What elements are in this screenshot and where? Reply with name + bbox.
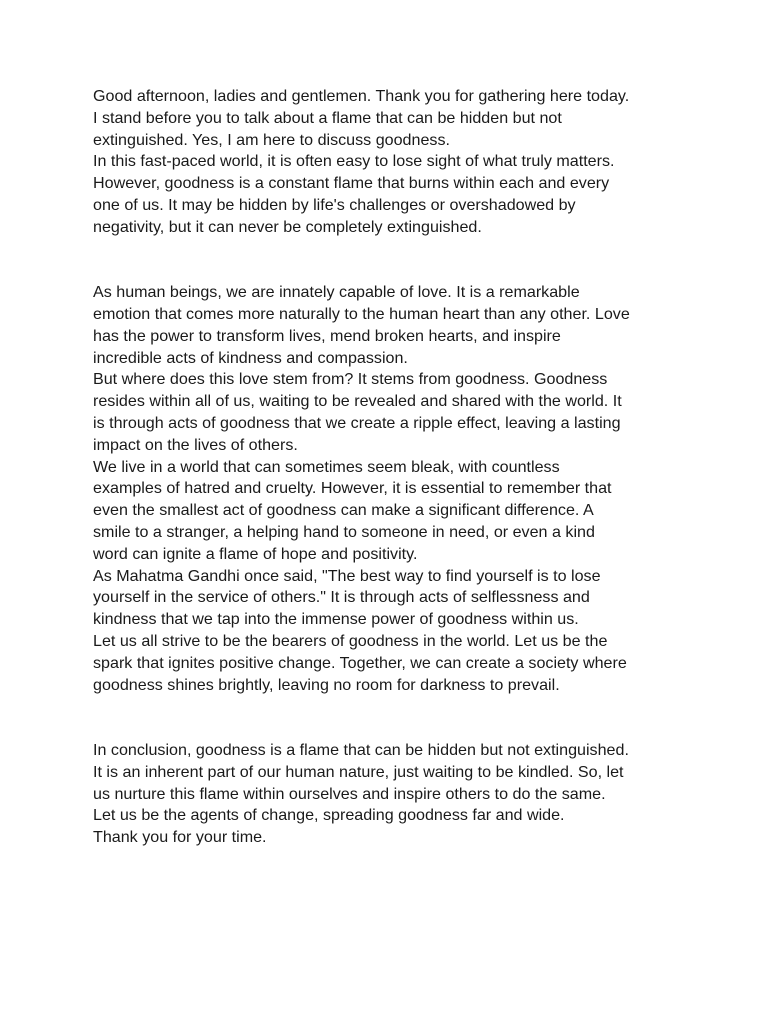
text-line: examples of hatred and cruelty. However, it is essential to remember that [93, 479, 612, 498]
text-line: In conclusion, goodness is a flame that can be hidden but not extinguished. [93, 740, 629, 759]
text-line: Let us be the agents of change, spreading goodness far and wide. [93, 806, 565, 825]
text-line: emotion that comes more naturally to the human heart than any other. Love [93, 304, 630, 323]
text-line: is through acts of goodness that we create a ripple effect, leaving a lasting [93, 413, 621, 432]
section-opening [93, 86, 693, 239]
text-line: negativity, but it can never be completely extinguished. [93, 217, 482, 236]
text-line: goodness shines brightly, leaving no room for darkness to prevail. [93, 675, 560, 694]
section-conclusion [93, 740, 693, 849]
text-line: It is an inherent part of our human nature, just waiting to be kindled. So, let [93, 762, 624, 781]
text-line: incredible acts of kindness and compassion. [93, 348, 408, 367]
text-line: word can ignite a flame of hope and positivity. [93, 544, 418, 563]
text-line: Thank you for your time. [93, 828, 267, 847]
text-line: spark that ignites positive change. Together, we can create a society where [93, 653, 627, 672]
section-spacer [93, 696, 693, 740]
section-spacer [93, 239, 693, 283]
text-line: kindness that we tap into the immense power of goodness within us. [93, 610, 579, 629]
text-line: But where does this love stem from? It stems from goodness. Goodness [93, 370, 608, 389]
text-line: impact on the lives of others. [93, 435, 298, 454]
speech-text [93, 86, 693, 849]
text-line: We live in a world that can sometimes seem bleak, with countless [93, 457, 560, 476]
text-line: Good afternoon, ladies and gentlemen. Thank you for gathering here today. [93, 87, 630, 105]
text-line: extinguished. Yes, I am here to discuss goodness. [93, 130, 450, 149]
text-line: I stand before you to talk about a flame that can be hidden but not [93, 108, 562, 127]
text-line: resides within all of us, waiting to be revealed and shared with the world. It [93, 392, 622, 411]
section-body [93, 282, 693, 696]
text-line: has the power to transform lives, mend broken hearts, and inspire [93, 326, 561, 345]
text-line: yourself in the service of others." It is through acts of selflessness and [93, 588, 590, 607]
text-line: In this fast-paced world, it is often easy to lose sight of what truly matters. [93, 152, 615, 171]
text-line: smile to a stranger, a helping hand to someone in need, or even a kind [93, 522, 595, 541]
text-line: However, goodness is a constant flame that burns within each and every [93, 174, 610, 193]
text-line: As human beings, we are innately capable of love. It is a remarkable [93, 283, 580, 302]
text-line: us nurture this flame within ourselves and inspire others to do the same. [93, 784, 606, 803]
text-line: As Mahatma Gandhi once said, "The best way to find yourself is to lose [93, 566, 601, 585]
text-line: one of us. It may be hidden by life's challenges or overshadowed by [93, 195, 576, 214]
text-line: even the smallest act of goodness can make a significant difference. A [93, 501, 594, 520]
text-line: Let us all strive to be the bearers of goodness in the world. Let us be the [93, 631, 608, 650]
